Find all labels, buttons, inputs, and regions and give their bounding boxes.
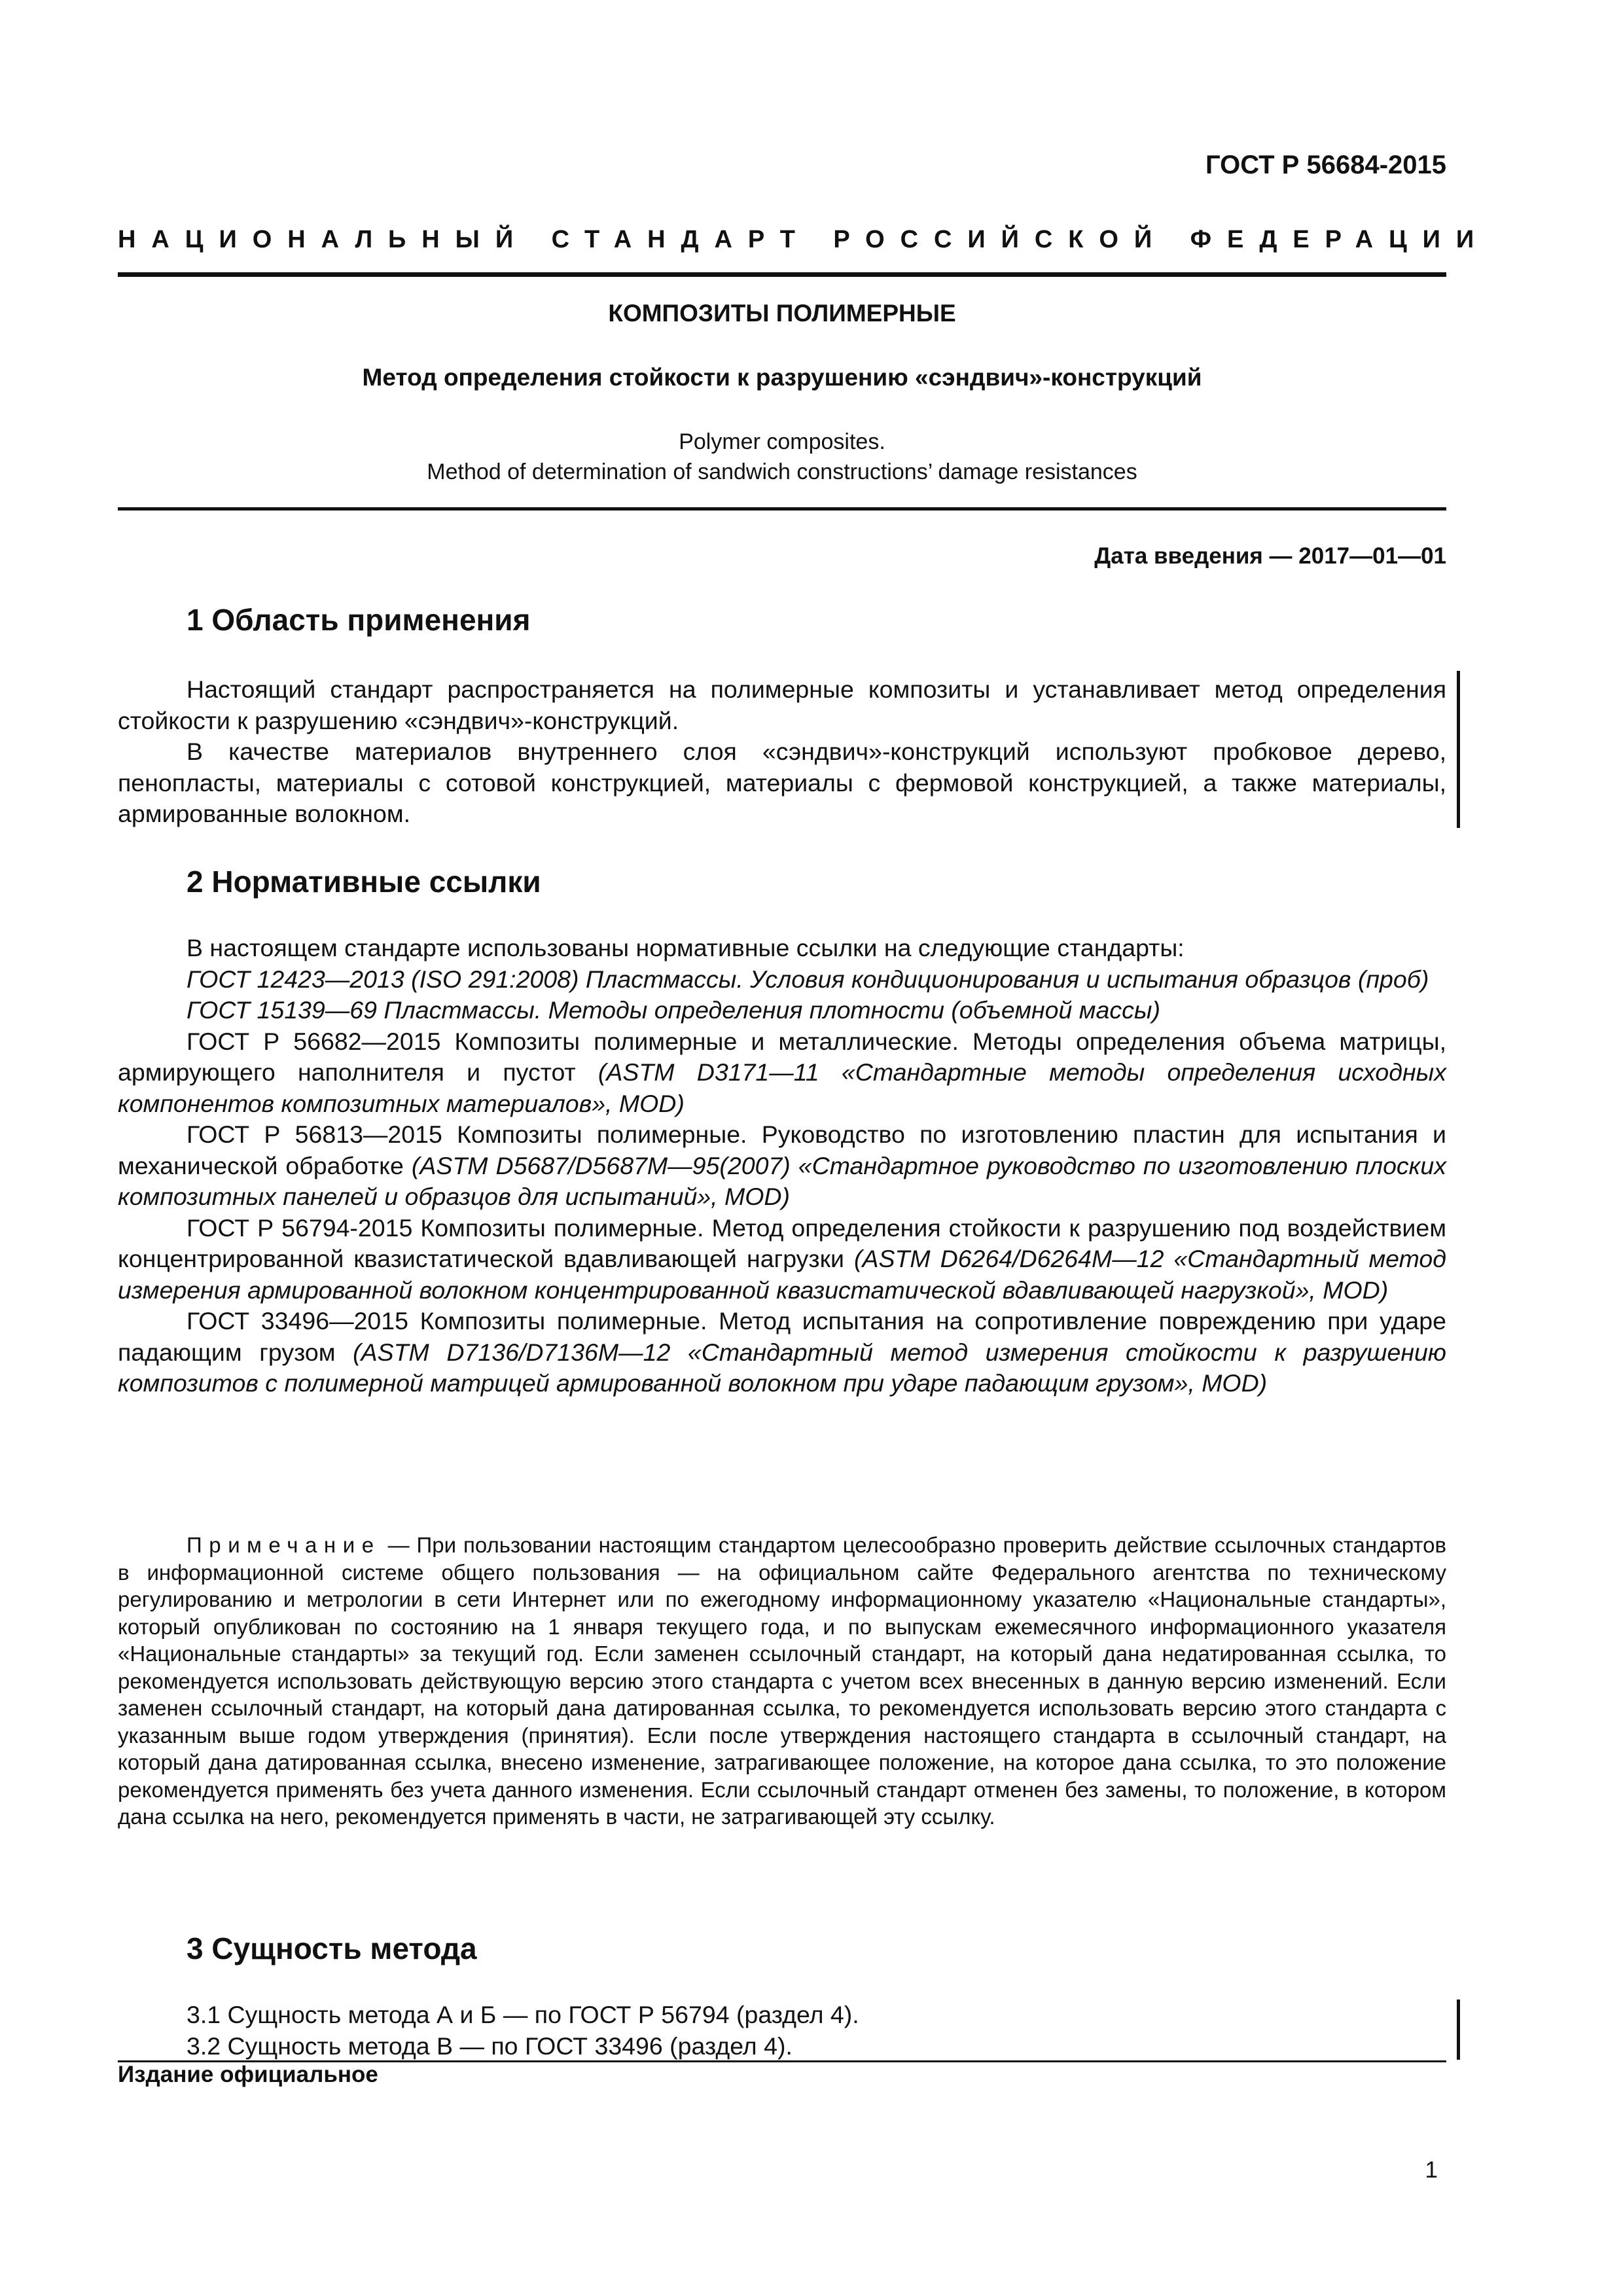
header-rule xyxy=(118,272,1446,277)
note-label: Примечание xyxy=(187,1533,381,1557)
section1-paragraph: В качестве материалов внутреннего слоя «сэндвич»-конструкций используют пробковое дерево, пенопласты, материалы с сотовой конструкцией, материалы с фермовой конструкцией, а также материалы, армированные волокном. xyxy=(118,738,1446,827)
page-number: 1 xyxy=(1425,2157,1438,2183)
reference-item: ГОСТ 15139—69 Пластмассы. Методы определения плотности (объемной массы) xyxy=(187,996,1160,1024)
title-english-line2: Method of determination of sandwich constructions’ damage resistances xyxy=(427,459,1137,484)
section3-body xyxy=(118,2000,1446,2062)
section3-heading: 3 Сущность метода xyxy=(187,1931,477,1965)
section1-body xyxy=(118,674,1446,830)
document-code: ГОСТ Р 56684-2015 xyxy=(1205,151,1446,179)
title-english-line1: Polymer composites. xyxy=(679,429,885,454)
reference-astm: (ASTM D5687/D5687M—95(2007) «Стандартное руководство по изготовлению плоских композитных панелей и образцов для испытаний», MOD) xyxy=(118,1151,1446,1210)
reference-title: ГОСТ Р 56794-2015 Композиты полимерные. Метод определения стойкости к разрушению под воздействием концентрированной квазистатической вдавливающей нагрузки xyxy=(118,1213,1446,1272)
reference-item xyxy=(118,1026,1446,1120)
note-text: — При пользовании настоящим стандартом целесообразно проверить действие ссылочных стандартов в информационной системе общего пользования — на официальном сайте Федерального агентства по техническому регулированию и метрологии в сети Интернет или по ежегодному информационному указателю «Национальные стандарты», который опубликован по состоянию на 1 января текущего года, и по выпускам ежемесячного информационного указателя «Национальные стандарты» за текущий год. Если заменен ссылочный стандарт, на который дана недатированная ссылка, то рекомендуется использовать действующую версию этого стандарта с учетом всех внесенных в данную версию изменений. Если заменен ссылочный стандарт, на который дана датированная ссылка, то рекомендуется использовать версию этого стандарта с указанным выше годом утверждения (принятия). Если после утверждения настоящего стандарта в ссылочный стандарт, на который дана датированная ссылка, внесено изменение, затрагивающее положение, на которое дана ссылка, то это положение рекомендуется применять без учета данного изменения. Если ссылочный стандарт отменен без замены, то положение, в котором дана ссылка на него, рекомендуется применять в части, не затрагивающей эту ссылку. xyxy=(118,1533,1446,1829)
note-paragraph xyxy=(118,1532,1446,1831)
title-subtitle: Метод определения стойкости к разрушению «сэндвич»-конструкций xyxy=(362,364,1202,391)
reference-astm: (ASTM D6264/D6264M—12 «Стандартный метод измерения армированной волокном концентрированной квазистатической вдавливающей нагрузкой», MOD) xyxy=(118,1245,1446,1304)
reference-item xyxy=(118,1119,1446,1213)
reference-astm: (ASTM D3171—11 «Стандартные методы определения исходных компонентов композитных материалов», MOD) xyxy=(118,1058,1446,1117)
change-bar xyxy=(1457,671,1460,828)
national-standard-banner: НАЦИОНАЛЬНЫЙ СТАНДАРТ РОССИЙСКОЙ ФЕДЕРАЦИИ xyxy=(118,226,1490,253)
change-bar xyxy=(1457,2000,1460,2060)
reference-title: ГОСТ 33496—2015 Композиты полимерные. Метод испытания на сопротивление повреждению при ударе падающим грузом xyxy=(118,1307,1446,1366)
section2-body xyxy=(118,933,1446,1399)
section1-heading: 1 Область применения xyxy=(187,603,531,637)
section3-item: 3.1 Сущность метода А и Б — по ГОСТ Р 56794 (раздел 4). xyxy=(187,2001,859,2028)
reference-item xyxy=(118,1213,1446,1306)
introduction-date: Дата введения — 2017—01—01 xyxy=(1094,543,1446,569)
title-english xyxy=(118,427,1446,487)
title-main: КОМПОЗИТЫ ПОЛИМЕРНЫЕ xyxy=(608,300,956,327)
reference-item xyxy=(118,1306,1446,1399)
references-intro: В настоящем стандарте использованы нормативные ссылки на следующие стандарты: xyxy=(187,934,1185,961)
references-note xyxy=(118,1532,1446,1831)
title-rule xyxy=(118,507,1446,511)
section2-heading: 2 Нормативные ссылки xyxy=(187,865,541,899)
reference-item: ГОСТ 12423—2013 (ISO 291:2008) Пластмассы. Условия кондиционирования и испытания образцов (проб) xyxy=(187,965,1429,993)
reference-title: ГОСТ Р 56682—2015 Композиты полимерные и металлические. Методы определения объема матрицы, армирующего наполнителя и пустот xyxy=(118,1027,1446,1086)
reference-title: ГОСТ Р 56813—2015 Композиты полимерные. Руководство по изготовлению пластин для испытания и механической обработке xyxy=(118,1121,1446,1179)
reference-astm: (ASTM D7136/D7136M—12 «Стандартный метод измерения стойкости к разрушению композитов с полимерной матрицей армированной волокном при ударе падающим грузом», MOD) xyxy=(118,1338,1447,1397)
section1-paragraph: Настоящий стандарт распространяется на полимерные композиты и устанавливает метод определения стойкости к разрушению «сэндвич»-конструкций. xyxy=(118,675,1446,734)
edition-label: Издание официальное xyxy=(118,2062,378,2087)
section3-item: 3.2 Сущность метода В — по ГОСТ 33496 (раздел 4). xyxy=(187,2032,793,2060)
